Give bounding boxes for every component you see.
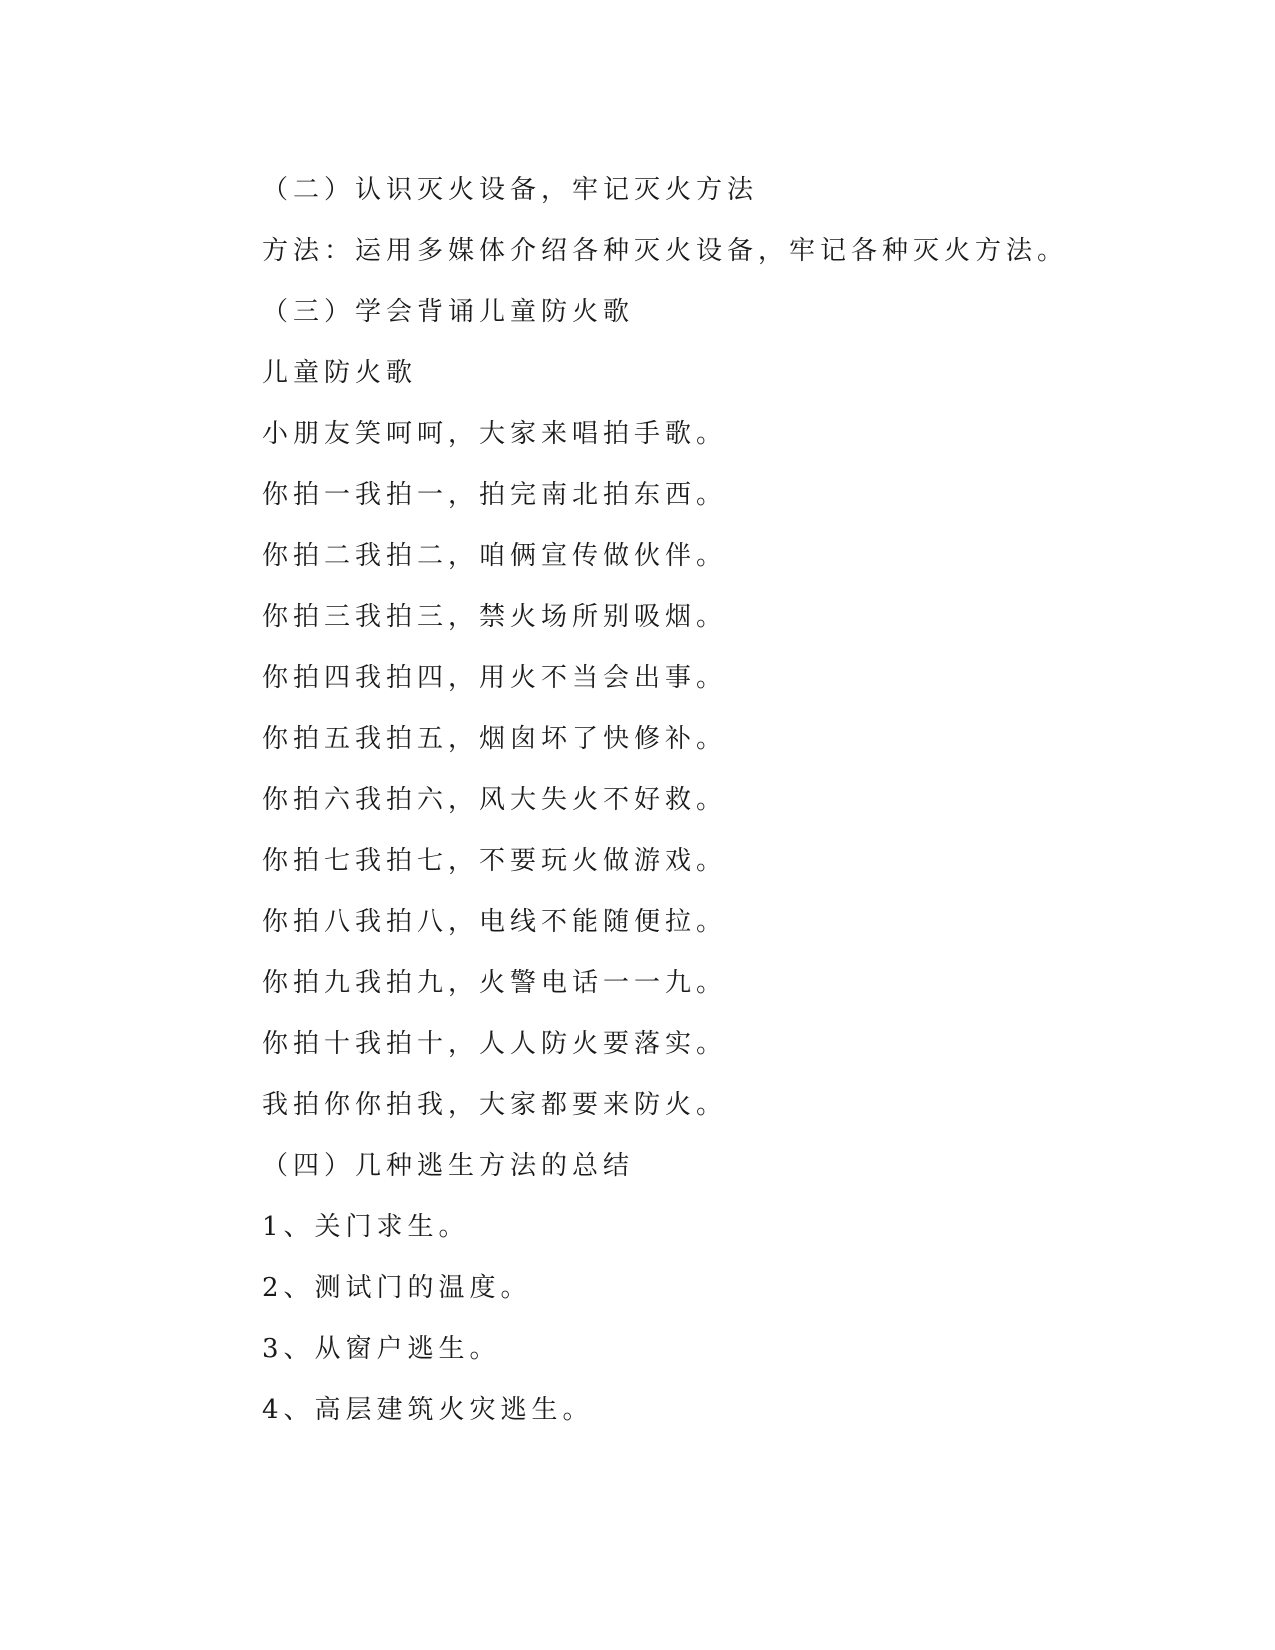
list-item: 1、关门求生。 (262, 1212, 470, 1242)
poem-line: 你拍八我拍八，电线不能随便拉。 (262, 907, 728, 937)
poem-line: 你拍四我拍四，用火不当会出事。 (262, 663, 728, 693)
poem-line: 你拍二我拍二，咱俩宣传做伙伴。 (262, 541, 728, 571)
poem-line: 小朋友笑呵呵，大家来唱拍手歌。 (262, 419, 728, 449)
poem-line: 你拍七我拍七，不要玩火做游戏。 (262, 846, 728, 876)
section-heading-4: （四）几种逃生方法的总结 (262, 1151, 635, 1181)
poem-line: 你拍九我拍九，火警电话一一九。 (262, 968, 728, 998)
document-body (262, 160, 1162, 1441)
section-heading-3: （三）学会背诵儿童防火歌 (262, 297, 635, 327)
poem-line: 你拍六我拍六，风大失火不好救。 (262, 785, 728, 815)
paragraph-method: 方法：运用多媒体介绍各种灭火设备，牢记各种灭火方法。 (262, 236, 1069, 266)
poem-line: 你拍三我拍三，禁火场所别吸烟。 (262, 602, 728, 632)
poem-line: 你拍五我拍五，烟囱坏了快修补。 (262, 724, 728, 754)
list-item: 4、高层建筑火灾逃生。 (262, 1395, 594, 1425)
section-heading-2: （二）认识灭火设备，牢记灭火方法 (262, 175, 759, 205)
poem-title: 儿童防火歌 (262, 358, 418, 388)
poem-line: 你拍一我拍一，拍完南北拍东西。 (262, 480, 728, 510)
poem-line: 我拍你你拍我，大家都要来防火。 (262, 1090, 728, 1120)
list-item: 2、测试门的温度。 (262, 1273, 532, 1303)
poem-line: 你拍十我拍十，人人防火要落实。 (262, 1029, 728, 1059)
list-item: 3、从窗户逃生。 (262, 1334, 501, 1364)
